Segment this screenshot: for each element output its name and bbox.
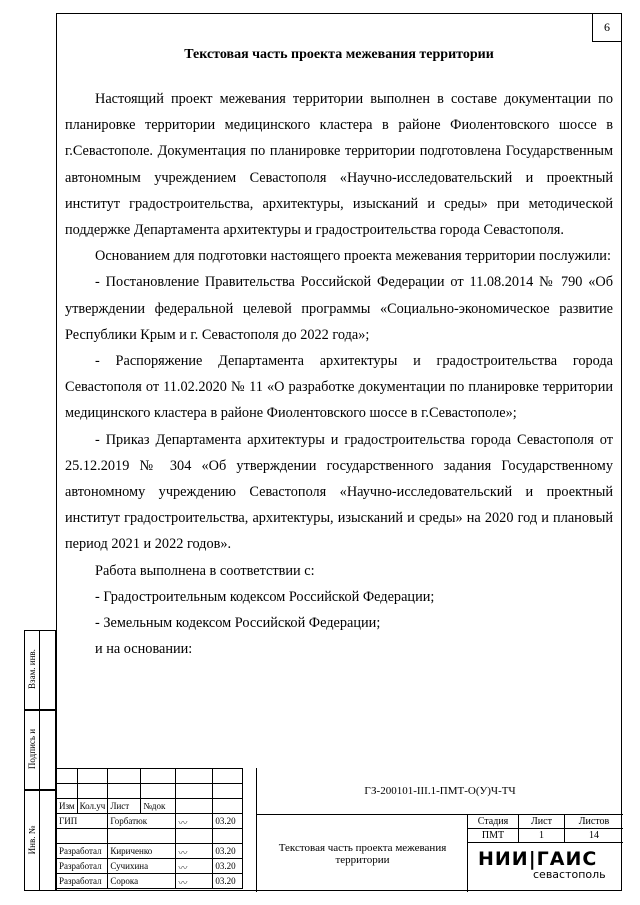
document-body [65,86,613,662]
paragraph: Основанием для подготовки настоящего проекта межевания территории послужили: [95,248,611,265]
stage-value: ПМТ [468,829,519,843]
sidebar-vzam-label: Взам. инв. [27,649,37,689]
stamp-name: Горбатюк [108,814,176,829]
stamp-role [57,829,108,844]
stamp-name: Кириченко [108,844,176,859]
stamp-date: 03.20 [213,814,243,829]
page-number: 6 [592,14,621,42]
signature-icon: 〰 [176,844,213,859]
logo-main: НИИ|ГАИС [478,848,598,870]
header-izm: Изм [57,799,78,814]
logo [478,848,618,888]
stamp-name [108,829,176,844]
stamp-role: Разработал [57,844,108,859]
page-frame [56,13,622,891]
paragraph: - Земельным кодексом Российской Федерации; [95,615,381,632]
stamp-role: Разработал [57,874,108,889]
signature-icon: 〰 [176,874,213,889]
stamp-date: 03.20 [213,859,243,874]
stamp-document-title: Текстовая часть проекта межевания территории [256,814,468,892]
header-list: Лист [108,799,141,814]
stamp-date: 03.20 [213,874,243,889]
stamp-date [213,829,243,844]
signature-icon: 〰 [176,859,213,874]
document-code: ГЗ-200101-III.1-ПМТ-О(У)Ч-ТЧ [256,768,623,814]
sheet-value: 1 [519,829,565,843]
sheet-header: Лист [519,815,565,829]
header-ndok: №док [141,799,176,814]
header-kol: Кол.уч [77,799,108,814]
signature-icon: 〰 [176,814,213,829]
sheets-value: 14 [565,829,623,843]
stamp-name: Сучихина [108,859,176,874]
paragraph: - Градостроительным кодексом Российской Федерации; [95,588,435,605]
logo-sub: севастополь [533,868,606,881]
stamp-role: ГИП [57,814,108,829]
paragraph: - Распоряжение Департамента архитектуры и градостроительства города Севастополя от 11.02.2020 № 11 «О разработке документации по планировке территории медицинского кластера в районе Фиолентовского шоссе в г.Севастополе»; [65,353,613,422]
sidebar-inv-label: Инв. № [27,825,37,855]
sheets-header: Листов [565,815,623,829]
stamp-name: Сорока [108,874,176,889]
side-stamp [24,630,56,891]
paragraph: Работа выполнена в соответствии с: [95,562,315,579]
paragraph: Настоящий проект межевания территории выполнен в составе документации по планировке территории медицинского кластера в районе Фиолентовского шоссе в г.Севастополе. Документация по планировке территории подготовлена Государственным автономным учреждением Севастополя «Научно-исследовательский и проектный институт градостроительства, архитектуры, изысканий и среды» при методической поддержке Департамента архитектуры и градостроительства города Севастополя. [65,91,613,239]
stamp-role: Разработал [57,859,108,874]
title-block-table [56,768,243,889]
stage-header: Стадия [468,815,519,829]
page-title: Текстовая часть проекта межевания территории [184,47,494,62]
paragraph: - Приказ Департамента архитектуры и градостроительства города Севастополя от 25.12.2019 № 304 «Об утверждении государственного задания Государственному автономному учреждению Севастополя «Научно-исследовательский и проектный институт градостроительства, архитектуры, изысканий и среды» на 2020 год и плановый период 2021 и 2022 годов». [65,431,613,553]
sidebar-podpis-label: Подпись и [27,728,37,770]
paragraph: - Постановление Правительства Российской Федерации от 11.08.2014 № 790 «Об утверждении федеральной целевой программы «Социально-экономическое развитие Республики Крым и г. Севастополя до 2022 года»; [65,274,613,343]
stamp-date: 03.20 [213,844,243,859]
paragraph: и на основании: [95,641,193,658]
